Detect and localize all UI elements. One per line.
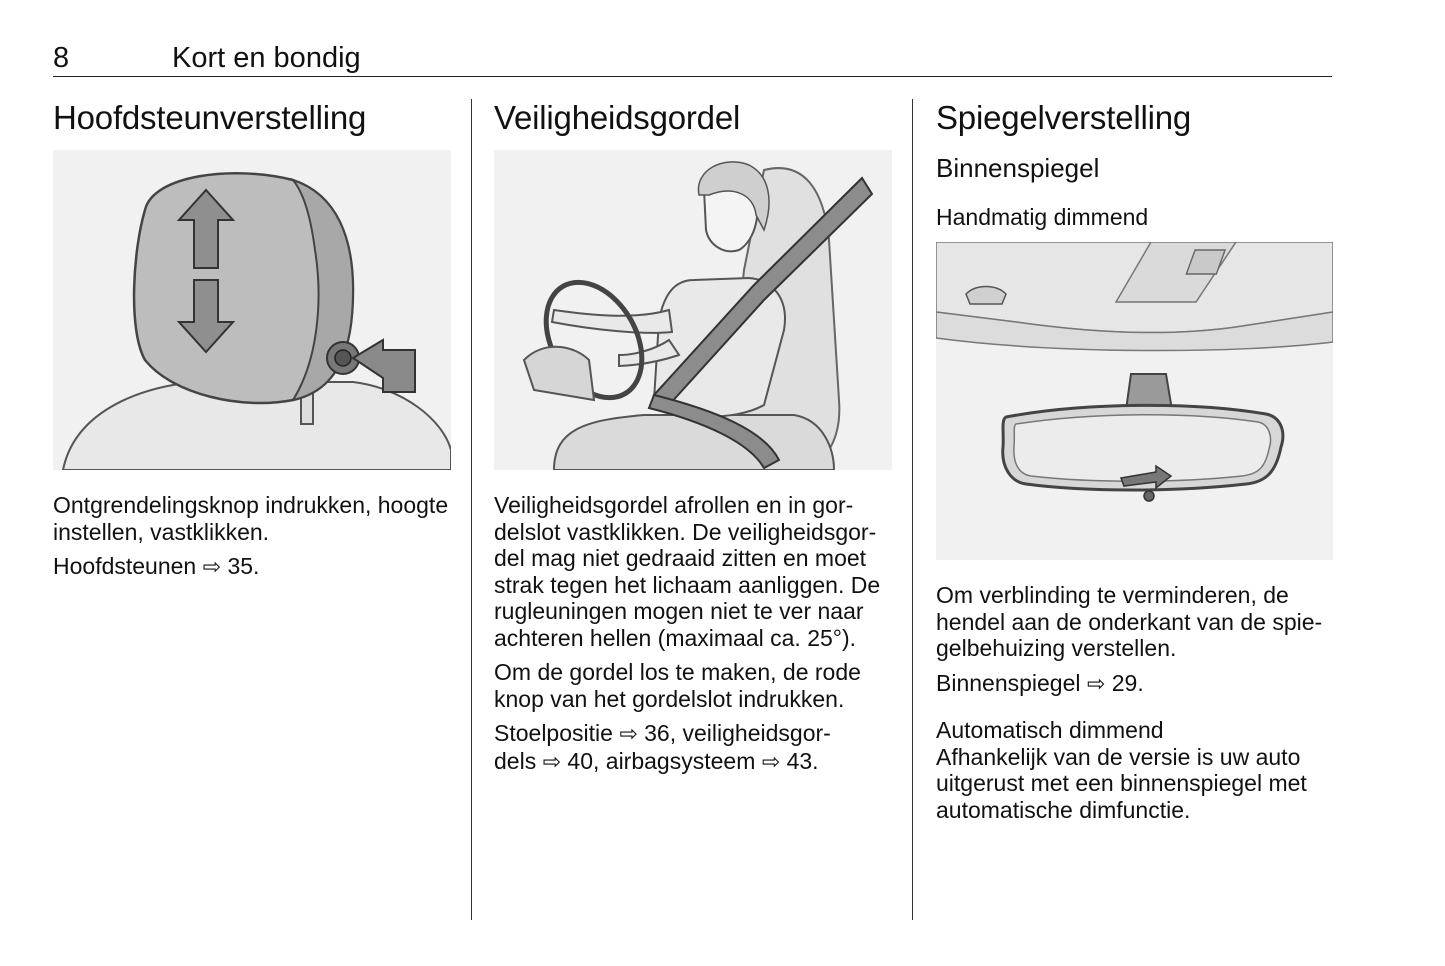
page-ref-arrow-icon: ⇨ [761,748,781,774]
column-mirror [936,96,1333,823]
headrest-ref: Hoofdsteunen ⇨ 35. [53,553,260,579]
page-ref-arrow-icon: ⇨ [202,554,222,579]
manual-dimming-heading: Handmatig dimmend [936,204,1149,230]
column-headrest [53,96,451,581]
column-divider [912,99,913,920]
mirror-title: Spiegelverstelling [936,99,1192,136]
section-title: Kort en bondig [172,42,361,74]
page-ref-arrow-icon: ⇨ [619,721,638,746]
auto-dimming-text: Afhankelijk van de versie is uw auto uitgerust met een binnenspiegel met automatische dimfunctie. [936,743,1307,823]
seatbelt-release: Om de gordel los te maken, de rode knop van het gordelslot indrukken. [494,659,861,712]
headrest-title: Hoofdsteunverstelling [53,99,367,136]
column-seatbelt [494,96,892,775]
mirror-subtitle: Binnenspiegel [936,153,1100,183]
seatbelt-instruction: Veiligheidsgordel afrollen en in gor-delslot vastklikken. De veiligheidsgor-del mag niet gedraaid zitten en moet strak tegen het lichaam aanliggen. De rugleuningen mogen niet te ver naar achteren hellen (maximaal ca. 25°). [494,492,881,651]
rearview-mirror-illustration-icon [936,242,1333,560]
seatbelt-title: Veiligheidsgordel [494,99,741,136]
page-number: 8 [53,42,70,74]
page-ref-arrow-icon: ⇨ [1086,670,1106,696]
headrest-adjustment-illustration-icon [53,150,451,470]
headrest-instruction: Ontgrendelingsknop indrukken, hoogte instellen, vastklikken. [53,492,449,545]
mirror-ref: Binnenspiegel ⇨ 29. [936,669,1144,696]
seatbelt-refs: Stoelpositie ⇨ 36, veiligheidsgor- dels ⇨ 40, airbagsysteem ⇨ 43. [494,720,831,774]
page-header [53,40,1332,77]
mirror-instruction: Om verblinding te verminderen, de hendel aan de onderkant van de spie-gelbehuizing verstellen. [936,582,1323,661]
page-ref-arrow-icon: ⇨ [542,748,562,774]
seatbelt-illustration-icon [494,150,892,470]
column-divider [471,99,472,920]
auto-dimming-heading: Automatisch dimmend [936,717,1164,743]
